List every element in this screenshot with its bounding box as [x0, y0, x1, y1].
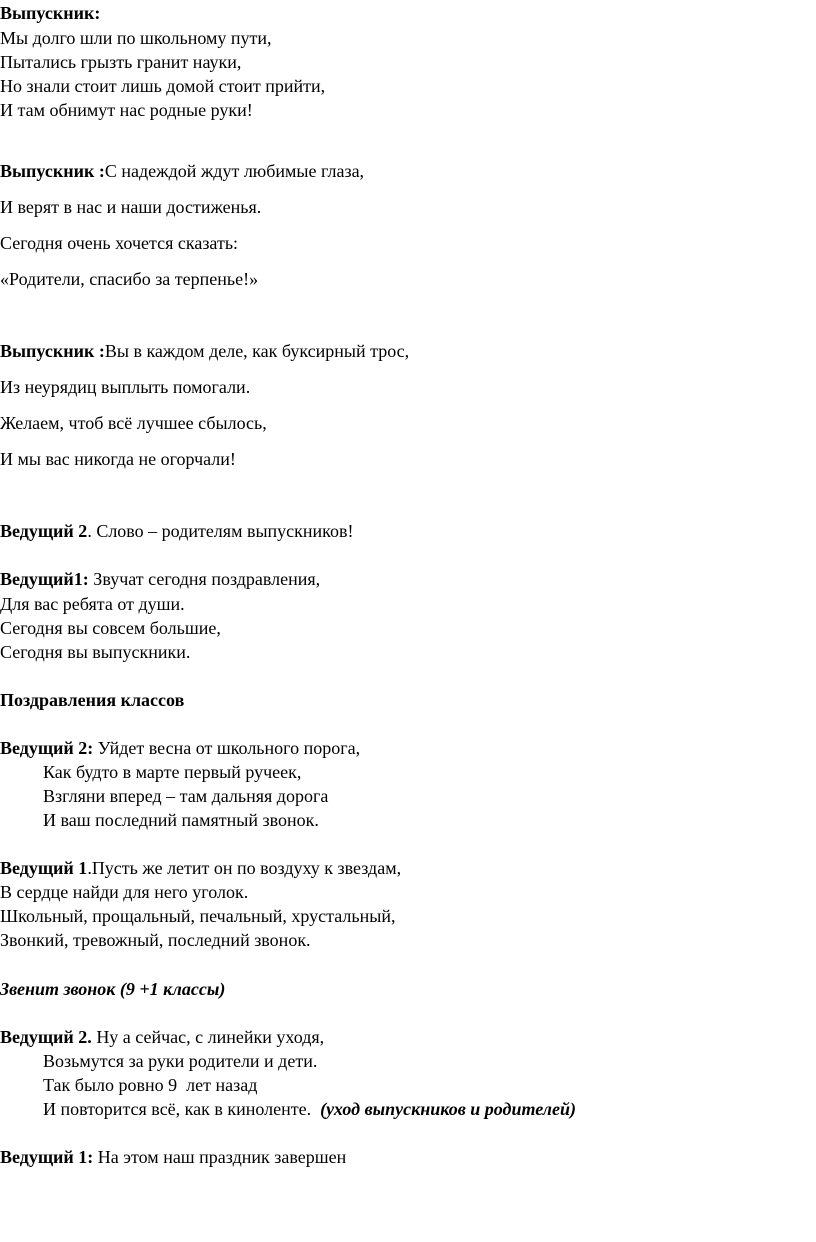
verse-line: Как будто в марте первый ручеек, — [43, 762, 302, 782]
verse-line: И мы вас никогда не огорчали! — [0, 449, 236, 469]
speaker-line — [0, 1028, 324, 1046]
speaker-name: Выпускник : — [0, 341, 105, 361]
verse-line: Сегодня вы совсем большие, — [0, 618, 221, 638]
verse-line: Взгляни вперед – там дальняя дорога — [43, 786, 329, 806]
verse-line: Мы долго шли по школьному пути, — [0, 28, 272, 48]
verse-line — [43, 1100, 576, 1118]
verse-line: И там обнимут нас родные руки! — [0, 100, 253, 120]
stage-direction: Звенит звонок (9 +1 классы) — [0, 979, 226, 999]
verse-text: . Слово – родителям выпускников! — [87, 521, 354, 541]
verse-line: Для вас ребята от души. — [0, 594, 185, 614]
verse-line: И верят в нас и наши достиженья. — [0, 197, 262, 217]
verse-text: С надеждой ждут любимые глаза, — [104, 161, 365, 181]
speaker-line — [0, 859, 401, 877]
speaker-name: Ведущий 2 — [0, 521, 88, 541]
verse-line: Сегодня очень хочется сказать: — [0, 233, 239, 253]
verse-line: «Родители, спасибо за терпенье!» — [0, 269, 259, 289]
speaker-name: Ведущий 1 — [0, 858, 88, 878]
verse-line: И ваш последний памятный звонок. — [43, 810, 319, 830]
verse-text: Уйдет весна от школьного порога, — [93, 738, 361, 758]
verse-line: Пытались грызть гранит науки, — [0, 52, 242, 72]
speaker-name: Ведущий 2: — [0, 738, 94, 758]
verse-text: .Пусть же летит он по воздуху к звездам, — [87, 858, 402, 878]
verse-line: Школьный, прощальный, печальный, хрустальный, — [0, 906, 396, 926]
speaker-line — [0, 4, 100, 22]
stage-direction: (уход выпускников и родителей) — [320, 1099, 576, 1119]
verse-line: Сегодня вы выпускники. — [0, 642, 191, 662]
speaker-name: Ведущий 2. — [0, 1027, 92, 1047]
speaker-name: Выпускник: — [0, 3, 101, 23]
speaker-name: Выпускник : — [0, 161, 105, 181]
section-heading — [0, 691, 184, 709]
speaker-name: Ведущий1: — [0, 569, 89, 589]
verse-line: Но знали стоит лишь домой стоит прийти, — [0, 76, 326, 96]
verse-line: Из неурядиц выплыть помогали. — [0, 377, 251, 397]
speaker-name: Ведущий 1: — [0, 1147, 94, 1167]
speaker-line — [0, 522, 354, 540]
speaker-line — [0, 570, 320, 588]
section-heading-text: Поздравления классов — [0, 690, 185, 710]
verse-line: Возьмутся за руки родители и дети. — [43, 1051, 318, 1071]
verse-text: И повторится всё, как в киноленте. — [43, 1099, 321, 1119]
speaker-line — [0, 739, 360, 757]
verse-line: В сердце найди для него уголок. — [0, 882, 249, 902]
verse-text: Звучат сегодня поздравления, — [88, 569, 321, 589]
speaker-line — [0, 162, 364, 180]
verse-text: Ну а сейчас, с линейки уходя, — [91, 1027, 325, 1047]
speaker-line — [0, 342, 409, 360]
verse-line: Звонкий, тревожный, последний звонок. — [0, 930, 311, 950]
speaker-line — [0, 1148, 346, 1166]
verse-text: На этом наш праздник завершен — [93, 1147, 347, 1167]
verse-line: Желаем, чтоб всё лучшее сбылось, — [0, 413, 267, 433]
verse-line: Так было ровно 9 лет назад — [43, 1075, 258, 1095]
verse-text: Вы в каждом деле, как буксирный трос, — [104, 341, 410, 361]
